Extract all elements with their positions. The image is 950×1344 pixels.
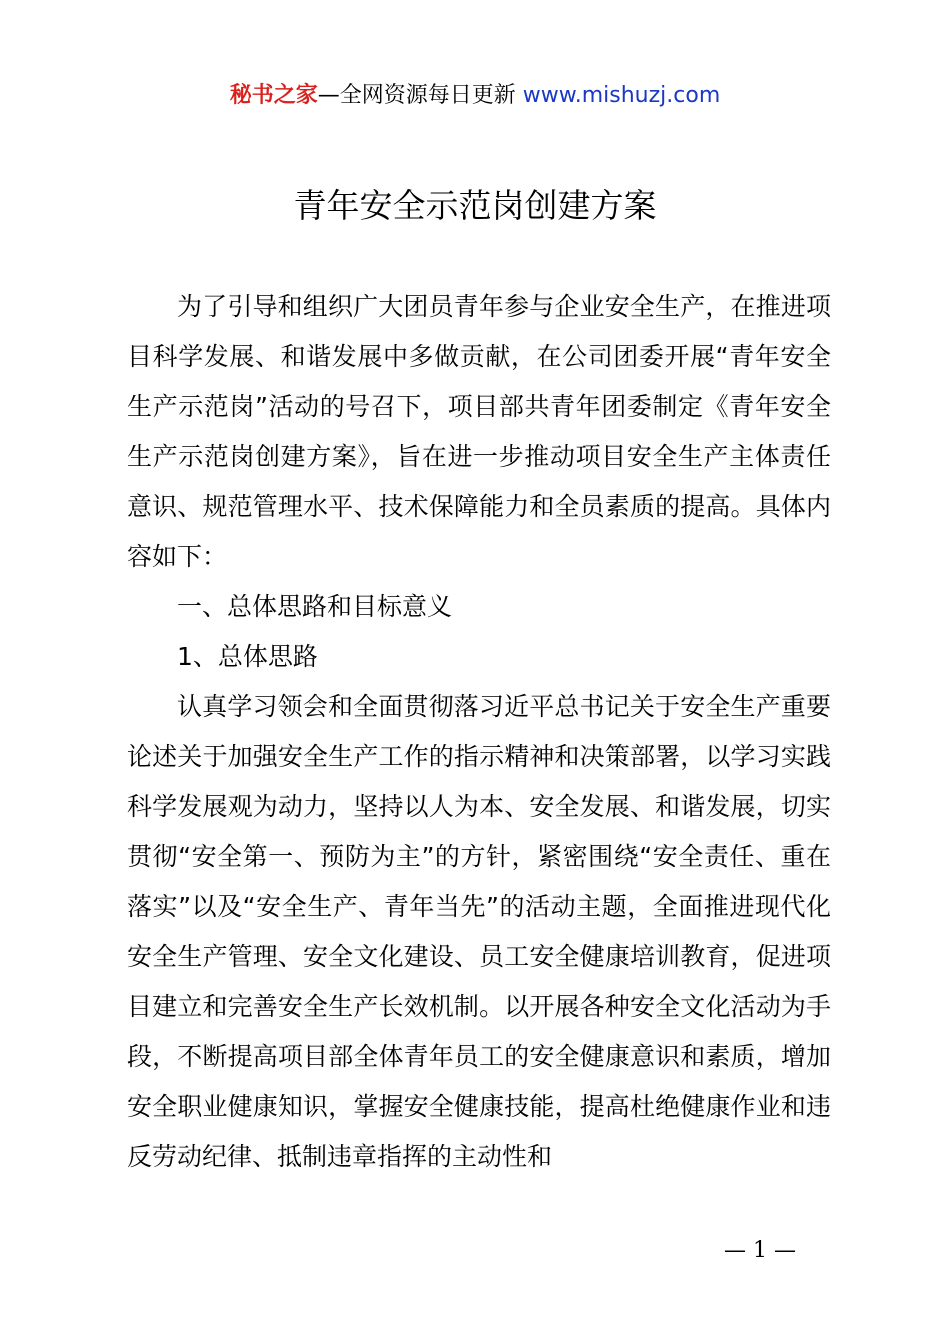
site-url-link[interactable]: www.mishuzj.com: [522, 83, 721, 108]
document-title: 青年安全示范岗创建方案: [293, 186, 657, 225]
section-heading: 一、总体思路和目标意义: [177, 592, 453, 621]
page-number: — 1 —: [724, 1238, 796, 1263]
document-body: [127, 282, 831, 1182]
site-brand: 秘书之家: [229, 83, 318, 108]
subsection-heading: 1、总体思路: [177, 642, 318, 671]
paragraph-intro: 为了引导和组织广大团员青年参与企业安全生产，在推进项目科学发展、和谐发展中多做贡献，在公司团委开展“青年安全生产示范岗”活动的号召下，项目部共青年团委制定《青年安全生产示范岗创建方案》，旨在进一步推动项目安全生产主体责任意识、规范管理水平、技术保障能力和全员素质的提高。具体内容如下：: [127, 292, 831, 571]
site-slogan: —全网资源每日更新: [317, 83, 523, 108]
site-banner: [0, 80, 950, 112]
paragraph-overall-idea: 认真学习领会和全面贯彻落习近平总书记关于安全生产重要论述关于加强安全生产工作的指示精神和决策部署，以学习实践科学发展观为动力，坚持以人为本、安全发展、和谐发展，切实贯彻“安全第一、预防为主”的方针，紧密围绕“安全责任、重在落实”以及“安全生产、青年当先”的活动主题，全面推进现代化安全生产管理、安全文化建设、员工安全健康培训教育，促进项目建立和完善安全生产长效机制。以开展各种安全文化活动为手段，不断提高项目部全体青年员工的安全健康意识和素质，增加安全职业健康知识，掌握安全健康技能，提高杜绝健康作业和违反劳动纪律、抵制违章指挥的主动性和: [127, 692, 831, 1171]
